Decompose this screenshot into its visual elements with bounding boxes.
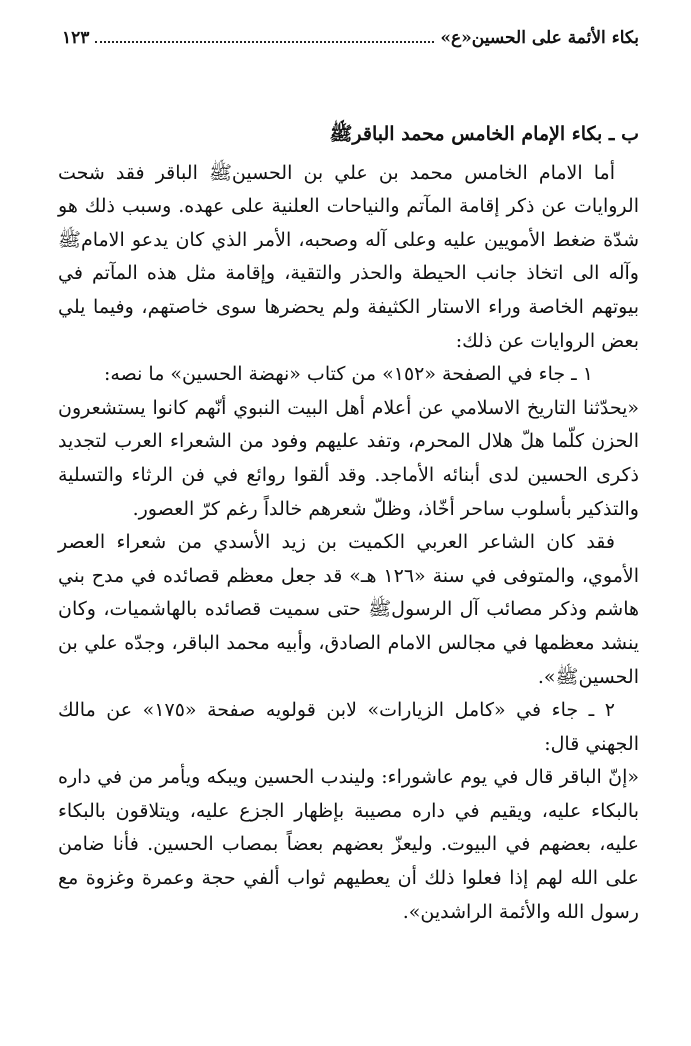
paragraph-quote-1-continued: فقد كان الشاعر العربي الكميت بن زيد الأسدي من شعراء العصر الأموي، والمتوفى في سنة «١٢٦ هـ» قد جعل معظم قصائده في مدح بني هاشم وذكر مصائب آل الرسولﷺ حتى سميت قصائده بالهاشميات، وكان ينشد معظمها في مجالس الامام الصادق، وأبيه محمد الباقر، وجدّه علي بن الحسينﷺ». [58, 531, 639, 688]
section-title: ب ـ بكاء الإمام الخامس محمد الباقرﷺ [329, 123, 639, 145]
paragraph-intro: أما الامام الخامس محمد بن علي بن الحسينﷺ الباقر فقد شحت الروايات عن ذكر إقامة المآتم والنياحات العلنية على عهده. وسبب ذلك هو شدّة ضغط الأمويين عليه وعلى آله وصحبه، الأمر الذي كان يدعو الامامﷺ وآله الى اتخاذ جانب الحيطة والحذر والتقية، وإقامة مثل هذه المآتم في بيوتهم الخاصة وراء الاستار الكثيفة ولم يحضرها سوى خاصتهم، وفيما يلي بعض الروايات عن ذلك: [58, 161, 639, 352]
page-body [58, 118, 639, 929]
paragraph-quote-1: «يحدّثنا التاريخ الاسلامي عن أعلام أهل البيت النبوي أنّهم كانوا يستشعرون الحزن كلّما هلّ هلال المحرم، وتفد عليهم وفود من الشعراء العرب لتجديد ذكرى الحسين لدى أبنائه الأماجد. وقد ألقوا روائع في فن الرثاء والتسلية والتذكير بأسلوب ساحر أخّاذ، وظلّ شعرهم خالداً رغم كرّ العصور. [58, 396, 639, 520]
paragraph-source-2: ٢ ـ جاء في «كامل الزيارات» لابن قولويه صفحة «١٧٥» عن مالك الجهني قال: [58, 699, 639, 755]
paragraph-source-1: ١ ـ جاء في الصفحة «١٥٢» من كتاب «نهضة الحسين» ما نصه: [104, 363, 593, 386]
paragraph-quote-2: «إنّ الباقر قال في يوم عاشوراء: وليندب الحسين ويبكه ويأمر من في داره بالبكاء عليه، ويقيم في داره مصيبة بإظهار الجزع عليه، ويتلاقون بالبكاء عليه، بعضهم في البيوت. وليعزّ بعضهم بعضاً بمصاب الحسين. فأنا ضامن على الله لهم إذا فعلوا ذلك أن يعطيهم ثواب ألفي حجة وعمرة وغزوة مع رسول الله والأئمة الراشدين». [58, 766, 639, 923]
header-title: بكاء الأئمة على الحسين«ع» [440, 28, 639, 48]
running-header [62, 28, 639, 48]
header-dot-leader [95, 41, 434, 43]
page-number: ١٢٣ [62, 28, 90, 48]
